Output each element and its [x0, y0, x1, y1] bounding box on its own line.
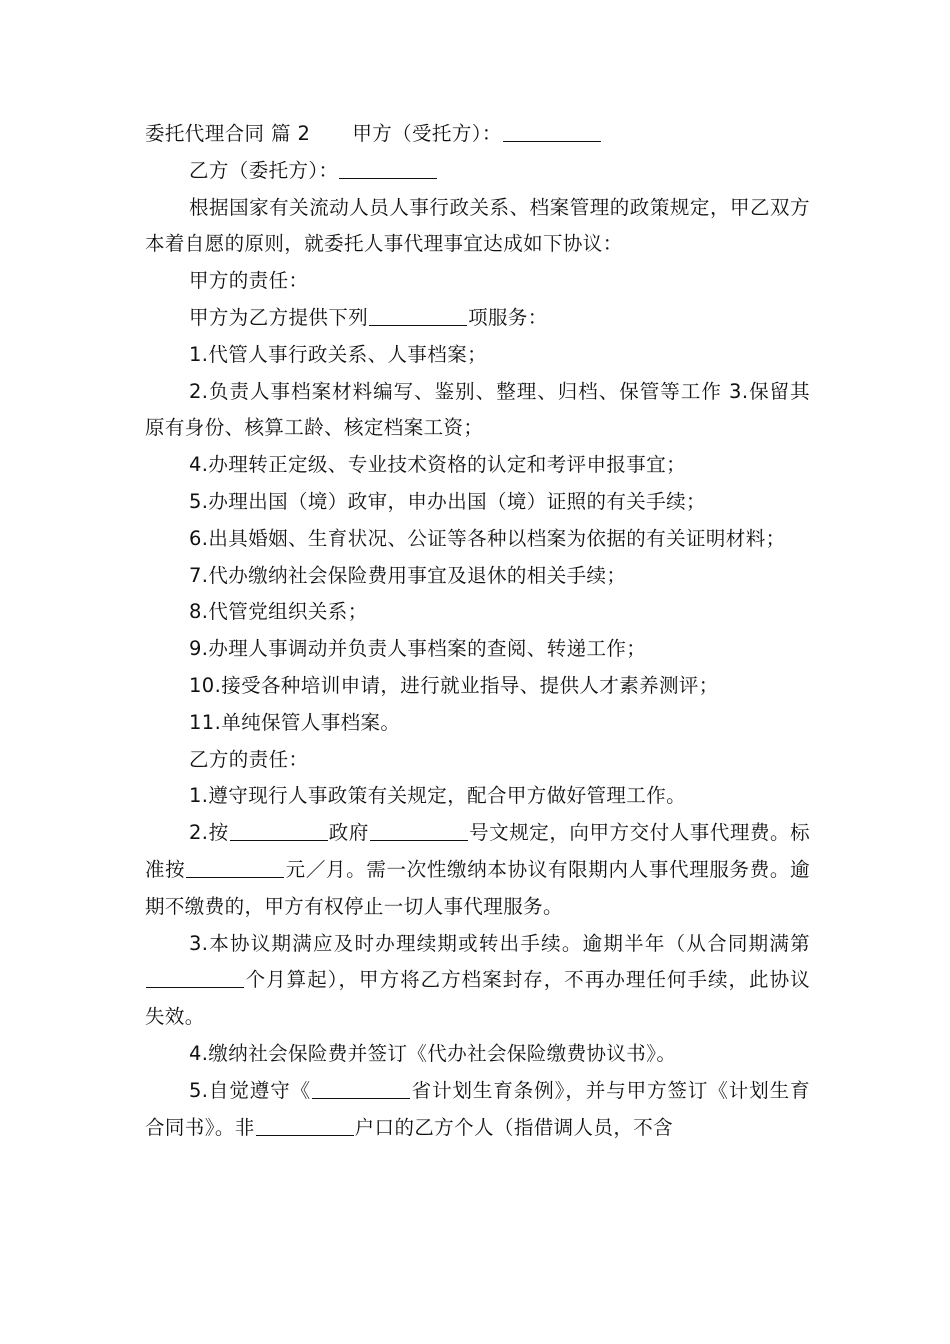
party-b-blank — [339, 157, 437, 179]
party-b-line — [145, 153, 810, 190]
service-item: 6.出具婚姻、生育状况、公证等各种以档案为依据的有关证明材料； — [189, 526, 786, 550]
party-a-blank — [503, 120, 601, 142]
b-item-5-part2: 省计划生育条例》，并与甲方签订《计划生育合同书》。非 — [145, 1078, 810, 1139]
household-blank — [256, 1114, 354, 1136]
services-intro — [145, 300, 810, 337]
service-item: 5.办理出国（境）政审，申办出国（境）证照的有关手续； — [189, 489, 706, 513]
services-count-blank — [369, 304, 467, 326]
province-blank — [312, 1077, 410, 1099]
b-item-5 — [145, 1073, 810, 1147]
service-item: 11.单纯保管人事档案。 — [189, 710, 401, 734]
b-item-5-part3: 户口的乙方个人（指借调人员，不含 — [354, 1115, 674, 1139]
b-item-2-part3: 号文规定，向甲方交付人事代理费。标准按 — [145, 821, 810, 881]
government-blank — [230, 819, 328, 841]
b-item-2 — [145, 815, 810, 925]
b-item-3 — [145, 926, 810, 1036]
service-item: 8.代管党组织关系； — [189, 600, 368, 624]
intro-paragraph: 根据国家有关流动人员人事行政关系、档案管理的政策规定，甲乙双方本着自愿的原则，就委托人事代理事宜达成如下协议： — [145, 195, 810, 256]
service-item: 9.办理人事调动并负责人事档案的查阅、转递工作； — [189, 637, 647, 661]
title-line — [145, 116, 810, 153]
fee-amount-blank — [186, 856, 284, 878]
document-title: 委托代理合同 篇 2 — [145, 122, 311, 145]
service-item: 4.办理转正定级、专业技术资格的认定和考评申报事宜； — [189, 453, 687, 477]
b-item-3-part2: 个月算起），甲方将乙方档案封存，不再办理任何手续，此协议失效。 — [145, 968, 810, 1029]
section-b-heading: 乙方的责任： — [189, 747, 309, 771]
service-item: 7.代办缴纳社会保险费用事宜及退休的相关手续； — [189, 563, 627, 587]
b-item-1: 1.遵守现行人事政策有关规定，配合甲方做好管理工作。 — [189, 784, 687, 808]
service-item: 2.负责人事档案材料编写、鉴别、整理、归档、保管等工作 3.保留其原有身份、核算工龄、核定档案工资； — [145, 379, 810, 440]
document-number-blank — [370, 819, 468, 841]
b-item-4: 4.缴纳社会保险费并签订《代办社会保险缴费协议书》。 — [189, 1041, 677, 1065]
section-a-heading: 甲方的责任： — [189, 269, 309, 293]
services-intro-before: 甲方为乙方提供下列 — [189, 305, 369, 329]
service-item: 1.代管人事行政关系、人事档案； — [189, 342, 488, 366]
b-item-2-part1: 2.按 — [189, 821, 229, 845]
contract-body — [145, 116, 810, 1146]
b-item-2-part4: 元／月。需一次性缴纳本协议有限期内人事代理服务费。逾期不缴费的，甲方有权停止一切人事代理服务。 — [145, 857, 810, 918]
party-b-label: 乙方（委托方）： — [189, 158, 339, 182]
services-intro-after: 项服务： — [468, 305, 548, 329]
service-item: 10.接受各种培训申请，进行就业指导、提供人才素养测评； — [189, 673, 719, 697]
b-item-3-part1: 3.本协议期满应及时办理续期或转出手续。逾期半年（从合同期满第 — [189, 931, 810, 955]
months-blank — [146, 966, 244, 988]
party-a-label: 甲方（受托方）： — [352, 122, 502, 145]
b-item-5-part1: 5.自觉遵守《 — [189, 1078, 312, 1102]
b-item-2-part2: 政府 — [328, 821, 369, 845]
